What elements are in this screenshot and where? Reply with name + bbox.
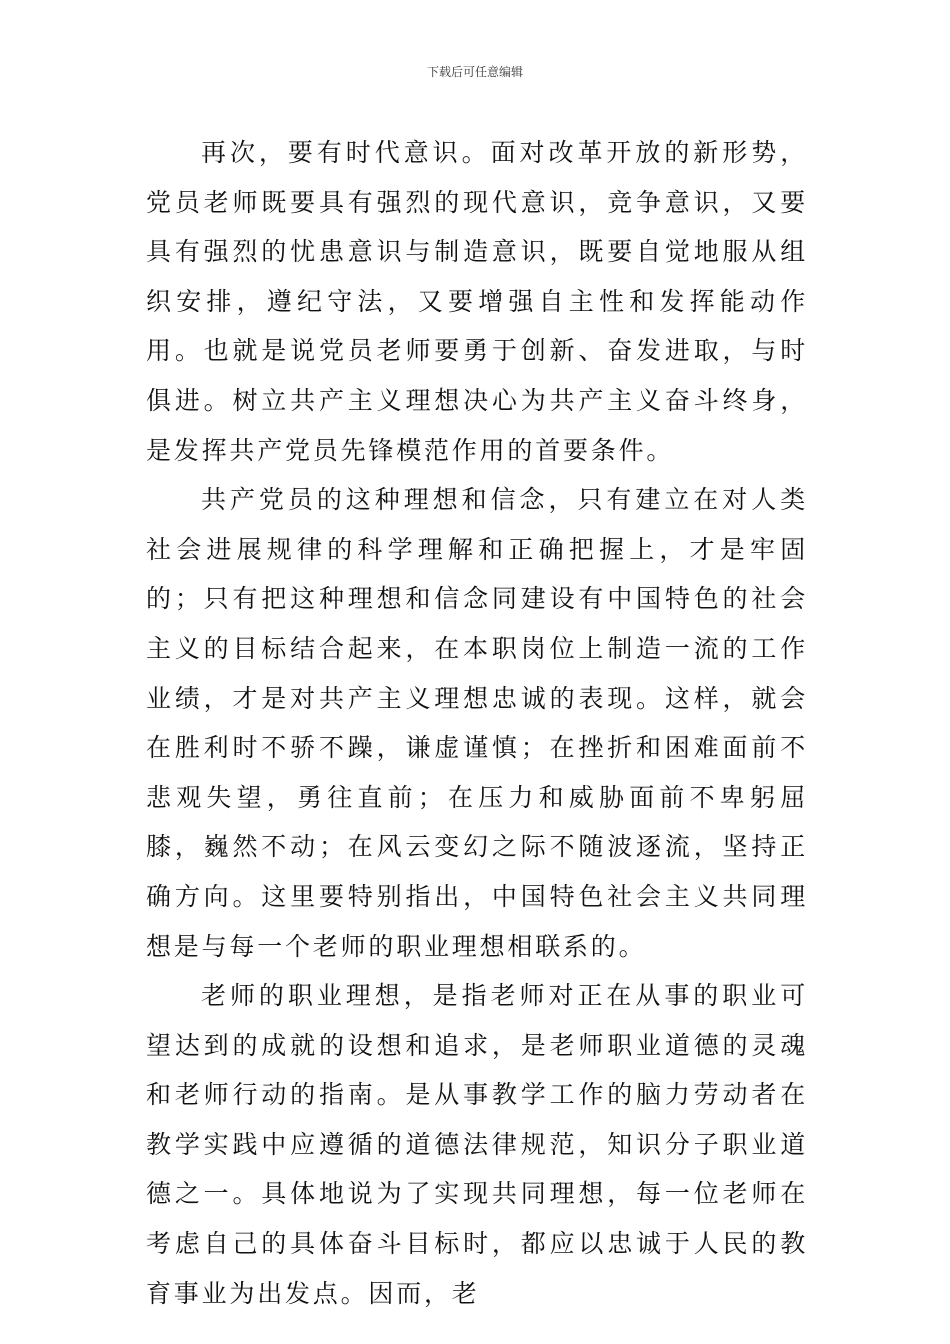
paragraph-2: 共产党员的这种理想和信念，只有建立在对人类社会进展规律的科学理解和正确把握上，才是牢固的；只有把这种理想和信念同建设有中国特色的社会主义的目标结合起来，在本职岗位上制造一流的工作业绩，才是对共产主义理想忠诚的表现。这样，就会在胜利时不骄不躁，谦虚谨慎；在挫折和困难面前不悲观失望，勇往直前；在压力和威胁面前不卑躬屈膝，巍然不动；在风云变幻之际不随波逐流，坚持正确方向。这里要特别指出，中国特色社会主义共同理想是与每一个老师的职业理想相联系的。 [146,485,808,961]
paragraph-3: 老师的职业理想，是指老师对正在从事的职业可望达到的成就的设想和追求，是老师职业道德的灵魂和老师行动的指南。是从事教学工作的脑力劳动者在教学实践中应遵循的道德法律规范，知识分子职业道德之一。具体地说为了实现共同理想，每一位老师在考虑自己的具体奋斗目标时，都应以忠诚于人民的教育事业为出发点。因而，老 [146,981,808,1308]
page-header: 下载后可任意编辑 [426,65,523,79]
document-body [146,128,808,1318]
paragraph-1: 再次，要有时代意识。面对改革开放的新形势，党员老师既要具有强烈的现代意识，竞争意识，又要具有强烈的忧患意识与制造意识，既要自觉地服从组织安排，遵纪守法，又要增强自主性和发挥能动作用。也就是说党员老师要勇于创新、奋发进取，与时俱进。树立共产主义理想决心为共产主义奋斗终身，是发挥共产党员先锋模范作用的首要条件。 [146,138,808,465]
